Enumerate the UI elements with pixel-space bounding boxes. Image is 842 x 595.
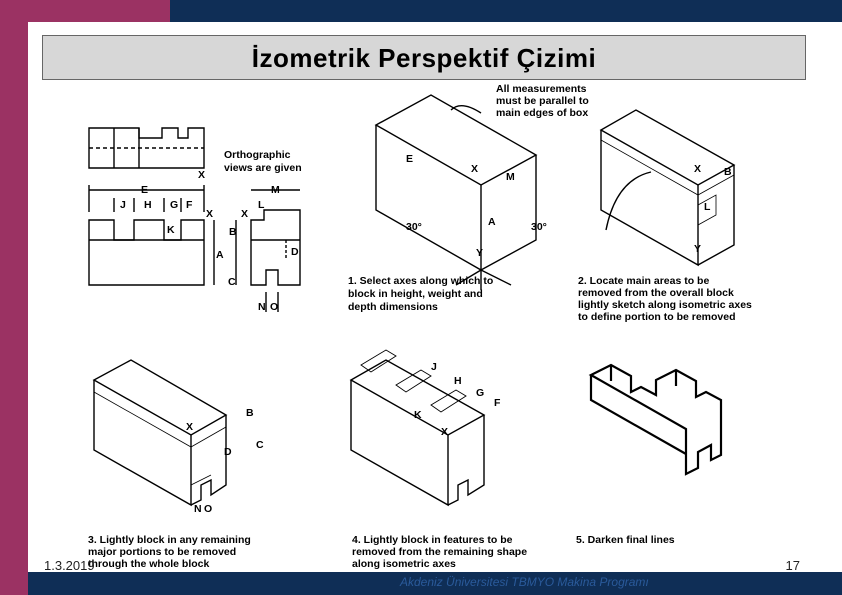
step3-dim-o: O bbox=[204, 503, 213, 515]
step3-dim-b: B bbox=[246, 407, 254, 419]
figure-drawing bbox=[86, 80, 766, 572]
step1-dim-m: M bbox=[506, 171, 515, 183]
dim-m: M bbox=[271, 184, 280, 196]
step5-caption: 5. Darken final lines bbox=[576, 534, 675, 546]
top-accent-red bbox=[28, 0, 170, 22]
note-ortho-line1: Orthographic bbox=[224, 149, 291, 161]
step4-caption-line1: 4. Lightly block in features to be bbox=[352, 534, 513, 546]
step4-dim-k: K bbox=[414, 409, 422, 421]
dim-j: J bbox=[120, 199, 126, 211]
step4-box bbox=[351, 350, 484, 505]
arrow-step2 bbox=[606, 172, 651, 230]
step2-dim-x: X bbox=[694, 163, 702, 175]
step3-dim-n: N bbox=[194, 503, 202, 515]
step4-dim-x: X bbox=[441, 426, 449, 438]
step3-dim-c: C bbox=[256, 439, 264, 451]
slide-title: İzometrik Perspektif Çizimi bbox=[251, 43, 597, 73]
step1-caption-line2: block in height, weight and bbox=[348, 288, 483, 300]
step1-dim-e: E bbox=[406, 153, 414, 165]
step1-dim-a: A bbox=[488, 216, 496, 228]
step4-dim-g: G bbox=[476, 387, 485, 399]
left-accent-band bbox=[0, 0, 28, 595]
dim-x-side: X bbox=[241, 208, 249, 220]
step4-dim-h: H bbox=[454, 375, 462, 387]
dim-c: C bbox=[228, 276, 236, 288]
step4-caption-line2: removed from the remaining shape bbox=[352, 546, 528, 558]
dim-x-top: X bbox=[198, 169, 206, 181]
dim-f: F bbox=[186, 199, 193, 211]
slide-footer: Akdeniz Üniversitesi TBMYO Makina Programı bbox=[400, 575, 649, 589]
ortho-top-view bbox=[89, 128, 204, 168]
step2-caption-line2: removed from the overall block bbox=[578, 287, 734, 299]
step2-box bbox=[601, 110, 734, 265]
dim-a: A bbox=[216, 249, 224, 261]
step4-dim-f: F bbox=[494, 397, 501, 409]
note-measure-line3: main edges of box bbox=[496, 107, 589, 119]
step1-angle-right: 30° bbox=[531, 221, 547, 233]
note-ortho-line2: views are given bbox=[224, 162, 302, 174]
step3-caption-line1: 3. Lightly block in any remaining bbox=[88, 534, 251, 546]
dim-l: L bbox=[258, 199, 265, 211]
dim-d: D bbox=[291, 246, 299, 258]
step2-caption-line3: lightly sketch along isometric axes bbox=[578, 299, 752, 311]
step3-dim-x: X bbox=[186, 421, 194, 433]
step2-caption-line4: to define portion to be removed bbox=[578, 311, 736, 323]
step3-caption-line2: major portions to be removed bbox=[88, 546, 237, 558]
dim-e: E bbox=[141, 184, 149, 196]
step1-caption-line1: 1. Select axes along which to bbox=[348, 275, 494, 287]
step1-angle-left: 30° bbox=[406, 221, 422, 233]
title-box bbox=[42, 35, 806, 80]
step2-dim-l: L bbox=[704, 201, 711, 213]
step4-caption-line3: along isometric axes bbox=[352, 558, 456, 570]
step1-box bbox=[376, 95, 536, 290]
dim-h: H bbox=[144, 199, 152, 211]
step2-caption-line1: 2. Locate main areas to be bbox=[578, 275, 710, 287]
step5-final-shape bbox=[591, 365, 721, 474]
step2-dim-b: B bbox=[724, 166, 732, 178]
dim-n: N bbox=[258, 301, 266, 313]
dim-g: G bbox=[170, 199, 179, 211]
note-measure-line2: must be parallel to bbox=[496, 95, 589, 107]
step3-caption-line3: through the whole block bbox=[88, 558, 210, 570]
page-number: 17 bbox=[785, 558, 800, 573]
dim-x-front: X bbox=[206, 208, 214, 220]
step4-dim-j: J bbox=[431, 361, 437, 373]
note-measure-line1: All measurements bbox=[496, 83, 587, 95]
slide-date: 1.3.2019 bbox=[44, 558, 95, 573]
step1-dim-y: Y bbox=[476, 247, 484, 259]
dim-o: O bbox=[270, 301, 279, 313]
isometric-steps-figure bbox=[86, 80, 766, 572]
dim-k: K bbox=[167, 224, 175, 236]
step3-dim-d: D bbox=[224, 446, 232, 458]
step2-dim-y: Y bbox=[694, 243, 702, 255]
step1-dim-x: X bbox=[471, 163, 479, 175]
dim-b: B bbox=[229, 226, 237, 238]
step1-caption-line3: depth dimensions bbox=[348, 301, 438, 313]
step3-box bbox=[94, 360, 226, 505]
